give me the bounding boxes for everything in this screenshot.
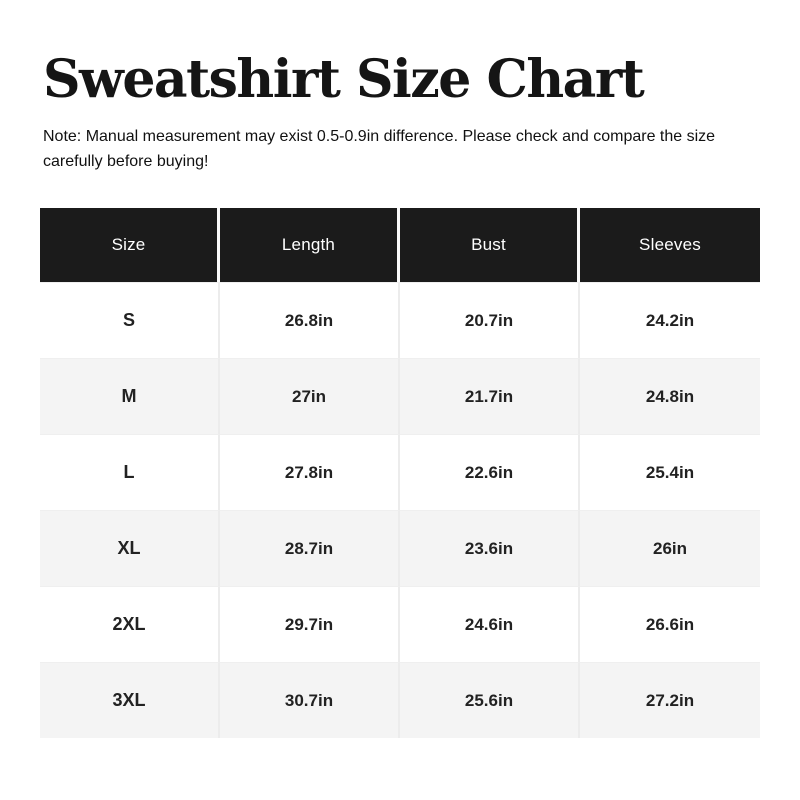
measurement-note-line1: Note: Manual measurement may exist 0.5-0.9in difference. Please check and compare the size xyxy=(43,128,716,146)
cell-length: 30.7in xyxy=(220,662,400,738)
cell-sleeves: 25.4in xyxy=(580,434,760,510)
page-title: Sweatshirt Size Chart xyxy=(43,49,644,110)
measurement-note-line2: carefully before buying! xyxy=(43,153,209,171)
cell-bust: 21.7in xyxy=(400,358,580,434)
cell-length: 28.7in xyxy=(220,510,400,586)
cell-sleeves: 24.8in xyxy=(580,358,760,434)
cell-length: 29.7in xyxy=(220,586,400,662)
cell-bust: 22.6in xyxy=(400,434,580,510)
cell-bust: 23.6in xyxy=(400,510,580,586)
cell-size: M xyxy=(40,358,220,434)
cell-bust: 25.6in xyxy=(400,662,580,738)
cell-sleeves: 27.2in xyxy=(580,662,760,738)
header-cell-bust: Bust xyxy=(400,208,580,282)
cell-length: 27in xyxy=(220,358,400,434)
table-row-xl xyxy=(40,510,760,586)
cell-size: S xyxy=(40,282,220,358)
cell-bust: 20.7in xyxy=(400,282,580,358)
table-row-2xl xyxy=(40,586,760,662)
table-row-m xyxy=(40,358,760,434)
header-cell-length: Length xyxy=(220,208,400,282)
cell-size: L xyxy=(40,434,220,510)
measurement-note xyxy=(43,124,760,174)
header-cell-sleeves: Sleeves xyxy=(580,208,760,282)
header-cell-size: Size xyxy=(40,208,220,282)
table-row-3xl xyxy=(40,662,760,738)
cell-size: 3XL xyxy=(40,662,220,738)
table-header-row xyxy=(40,208,760,282)
cell-length: 27.8in xyxy=(220,434,400,510)
table-row-s xyxy=(40,282,760,358)
cell-sleeves: 26.6in xyxy=(580,586,760,662)
size-chart-table xyxy=(40,208,760,738)
cell-size: XL xyxy=(40,510,220,586)
cell-sleeves: 24.2in xyxy=(580,282,760,358)
table-row-l xyxy=(40,434,760,510)
cell-size: 2XL xyxy=(40,586,220,662)
cell-sleeves: 26in xyxy=(580,510,760,586)
cell-bust: 24.6in xyxy=(400,586,580,662)
cell-length: 26.8in xyxy=(220,282,400,358)
